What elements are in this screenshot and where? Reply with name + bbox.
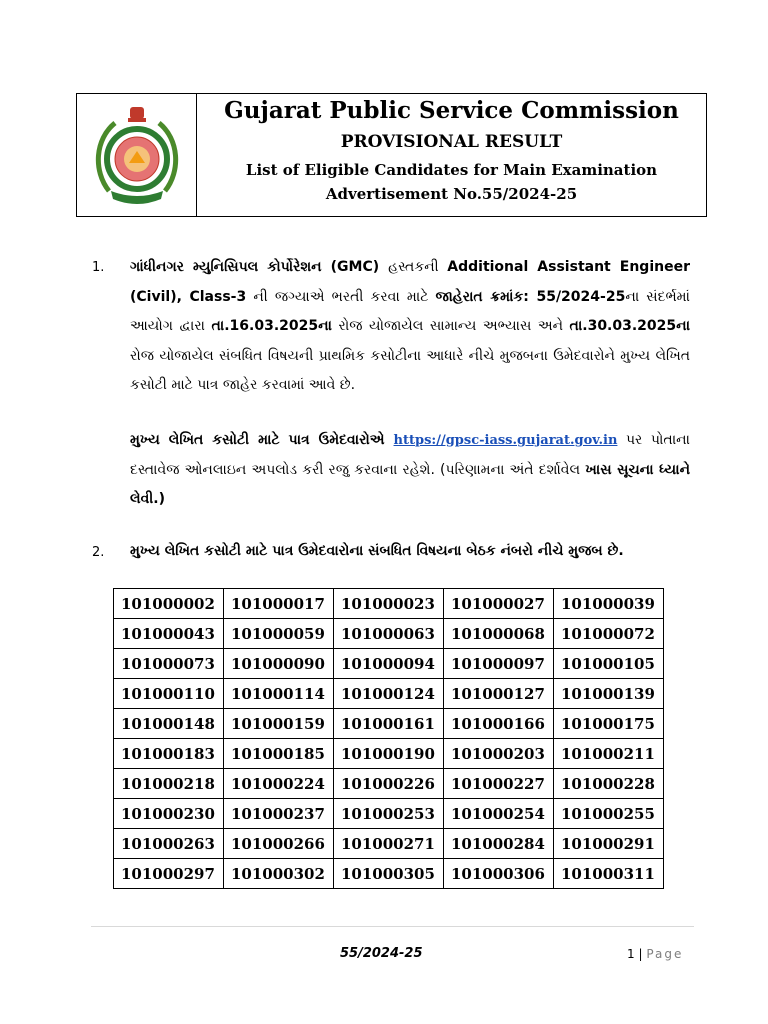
p2-text-b: પર પોતાના દસ્તાવેજ ઓનલાઇન અપલોડ કરી રજુ કરવાના રહેશે. (પરિણામના અંતે દર્શાવેલ bbox=[130, 432, 690, 478]
logo-cell bbox=[77, 94, 197, 216]
seat-number-cell: 101000161 bbox=[334, 709, 444, 739]
seat-number-cell: 101000284 bbox=[444, 829, 554, 859]
section-2-text bbox=[130, 537, 690, 567]
p2-close-paren: ) bbox=[158, 491, 166, 507]
organization-name: Gujarat Public Service Commission bbox=[224, 97, 679, 124]
p1-text-c: હસ્તકની bbox=[388, 259, 448, 275]
seat-number-cell: 101000068 bbox=[444, 619, 554, 649]
seat-number-cell: 101000105 bbox=[554, 649, 664, 679]
post-name: Additional Assistant Engineer (Civil), Class-3 bbox=[130, 259, 690, 305]
special-note: ખાસ સૂચના ધ્યાને લેવી. bbox=[130, 461, 690, 507]
page-separator: | bbox=[634, 947, 647, 961]
seat-number-cell: 101000224 bbox=[224, 769, 334, 799]
seat-number-cell: 101000090 bbox=[224, 649, 334, 679]
footer-advertisement: 55/2024-25 bbox=[340, 946, 423, 961]
seat-number-cell: 101000017 bbox=[224, 589, 334, 619]
section-2-number: 2. bbox=[92, 545, 105, 560]
table-row bbox=[114, 739, 664, 769]
gmc-abbr: (GMC) bbox=[321, 259, 389, 275]
seat-number-cell: 101000148 bbox=[114, 709, 224, 739]
seat-number-cell: 101000175 bbox=[554, 709, 664, 739]
section-1-paragraph-1 bbox=[130, 253, 690, 401]
p1-text-e: ની જગ્યાએ ભરતી કરવા માટે bbox=[246, 288, 436, 305]
seat-number-cell: 101000228 bbox=[554, 769, 664, 799]
table-row bbox=[114, 619, 664, 649]
advertisement-title: Advertisement No.55/2024-25 bbox=[325, 185, 578, 203]
seat-number-cell: 101000059 bbox=[224, 619, 334, 649]
page-number: 1 bbox=[627, 947, 635, 961]
seat-number-cell: 101000253 bbox=[334, 799, 444, 829]
seat-number-cell: 101000023 bbox=[334, 589, 444, 619]
seat-number-cell: 101000110 bbox=[114, 679, 224, 709]
p1-text-k: રોજ યોજાયેલ સંબધિત વિષયની પ્રાથમિક કસોટીના આધારે નીચે મુજબના ઉમેદવારોને મુખ્ય લેખિત કસોટી માટે પાત્ર જાહેર કરવામાં આવે છે. bbox=[130, 347, 690, 393]
seat-number-cell: 101000203 bbox=[444, 739, 554, 769]
seat-number-cell: 101000266 bbox=[224, 829, 334, 859]
gmc-name: ગાંધીનગર મ્યુનિસિપલ કોર્પોરેશન bbox=[130, 259, 322, 275]
gpsc-seal-icon bbox=[89, 101, 185, 209]
section-2-heading: મુખ્ય લેખિત કસોટી માટે પાત્ર ઉમેદવારોના સંબધિત વિષયના બેઠક નંબરો નીચે મુજબ છે. bbox=[130, 543, 624, 559]
seat-number-cell: 101000039 bbox=[554, 589, 664, 619]
seat-number-cell: 101000302 bbox=[224, 859, 334, 889]
seat-numbers-table bbox=[113, 588, 664, 889]
seat-number-cell: 101000114 bbox=[224, 679, 334, 709]
exam-date-2: તા.30.03.2025ના bbox=[569, 318, 691, 334]
title-cell bbox=[197, 94, 706, 216]
table-row bbox=[114, 829, 664, 859]
seat-number-cell: 101000291 bbox=[554, 829, 664, 859]
table-row bbox=[114, 679, 664, 709]
gpsc-iass-link[interactable]: https://gpsc-iass.gujarat.gov.in bbox=[393, 433, 618, 448]
seat-number-cell: 101000127 bbox=[444, 679, 554, 709]
table-row bbox=[114, 769, 664, 799]
seat-number-cell: 101000124 bbox=[334, 679, 444, 709]
seat-number-cell: 101000218 bbox=[114, 769, 224, 799]
table-row bbox=[114, 589, 664, 619]
seat-number-cell: 101000306 bbox=[444, 859, 554, 889]
seat-number-cell: 101000263 bbox=[114, 829, 224, 859]
seat-numbers-body bbox=[114, 589, 664, 889]
table-row bbox=[114, 649, 664, 679]
seat-number-cell: 101000183 bbox=[114, 739, 224, 769]
seat-number-cell: 101000094 bbox=[334, 649, 444, 679]
seat-number-cell: 101000311 bbox=[554, 859, 664, 889]
exam-date-1: તા.16.03.2025ના bbox=[211, 318, 332, 334]
seat-number-cell: 101000166 bbox=[444, 709, 554, 739]
seat-number-cell: 101000230 bbox=[114, 799, 224, 829]
seat-number-cell: 101000226 bbox=[334, 769, 444, 799]
footer-divider bbox=[91, 926, 694, 927]
seat-number-cell: 101000255 bbox=[554, 799, 664, 829]
table-row bbox=[114, 799, 664, 829]
seat-number-cell: 101000043 bbox=[114, 619, 224, 649]
seat-number-cell: 101000227 bbox=[444, 769, 554, 799]
seat-number-cell: 101000073 bbox=[114, 649, 224, 679]
seat-number-cell: 101000063 bbox=[334, 619, 444, 649]
table-row bbox=[114, 859, 664, 889]
seat-number-cell: 101000305 bbox=[334, 859, 444, 889]
p1-text-g: ના સંદર્ભમાં આયોગ દ્વારા bbox=[130, 288, 690, 334]
result-title: PROVISIONAL RESULT bbox=[340, 132, 563, 152]
seat-number-cell: 101000254 bbox=[444, 799, 554, 829]
section-1-paragraph-2 bbox=[130, 426, 690, 515]
seat-number-cell: 101000097 bbox=[444, 649, 554, 679]
seat-number-cell: 101000297 bbox=[114, 859, 224, 889]
seat-number-cell: 101000027 bbox=[444, 589, 554, 619]
seat-number-cell: 101000211 bbox=[554, 739, 664, 769]
seat-number-cell: 101000002 bbox=[114, 589, 224, 619]
footer-page-number bbox=[627, 947, 683, 961]
seat-number-cell: 101000185 bbox=[224, 739, 334, 769]
seat-number-cell: 101000159 bbox=[224, 709, 334, 739]
header-box bbox=[76, 93, 707, 217]
section-1-number: 1. bbox=[92, 260, 105, 275]
p1-text-i: રોજ યોજાયેલ સામાન્ય અભ્યાસ અને bbox=[331, 318, 570, 334]
advertisement-number: જાહેરાત ક્રમાંક: 55/2024-25 bbox=[435, 288, 626, 305]
p2-text-a: મુખ્ય લેખિત કસોટી માટે પાત્ર ઉમેદવારોએ bbox=[130, 432, 394, 448]
seat-number-cell: 101000139 bbox=[554, 679, 664, 709]
page-label: Page bbox=[646, 947, 684, 961]
seat-number-cell: 101000237 bbox=[224, 799, 334, 829]
table-row bbox=[114, 709, 664, 739]
seat-number-cell: 101000072 bbox=[554, 619, 664, 649]
seat-number-cell: 101000190 bbox=[334, 739, 444, 769]
list-title: List of Eligible Candidates for Main Examination bbox=[245, 161, 658, 179]
seat-number-cell: 101000271 bbox=[334, 829, 444, 859]
